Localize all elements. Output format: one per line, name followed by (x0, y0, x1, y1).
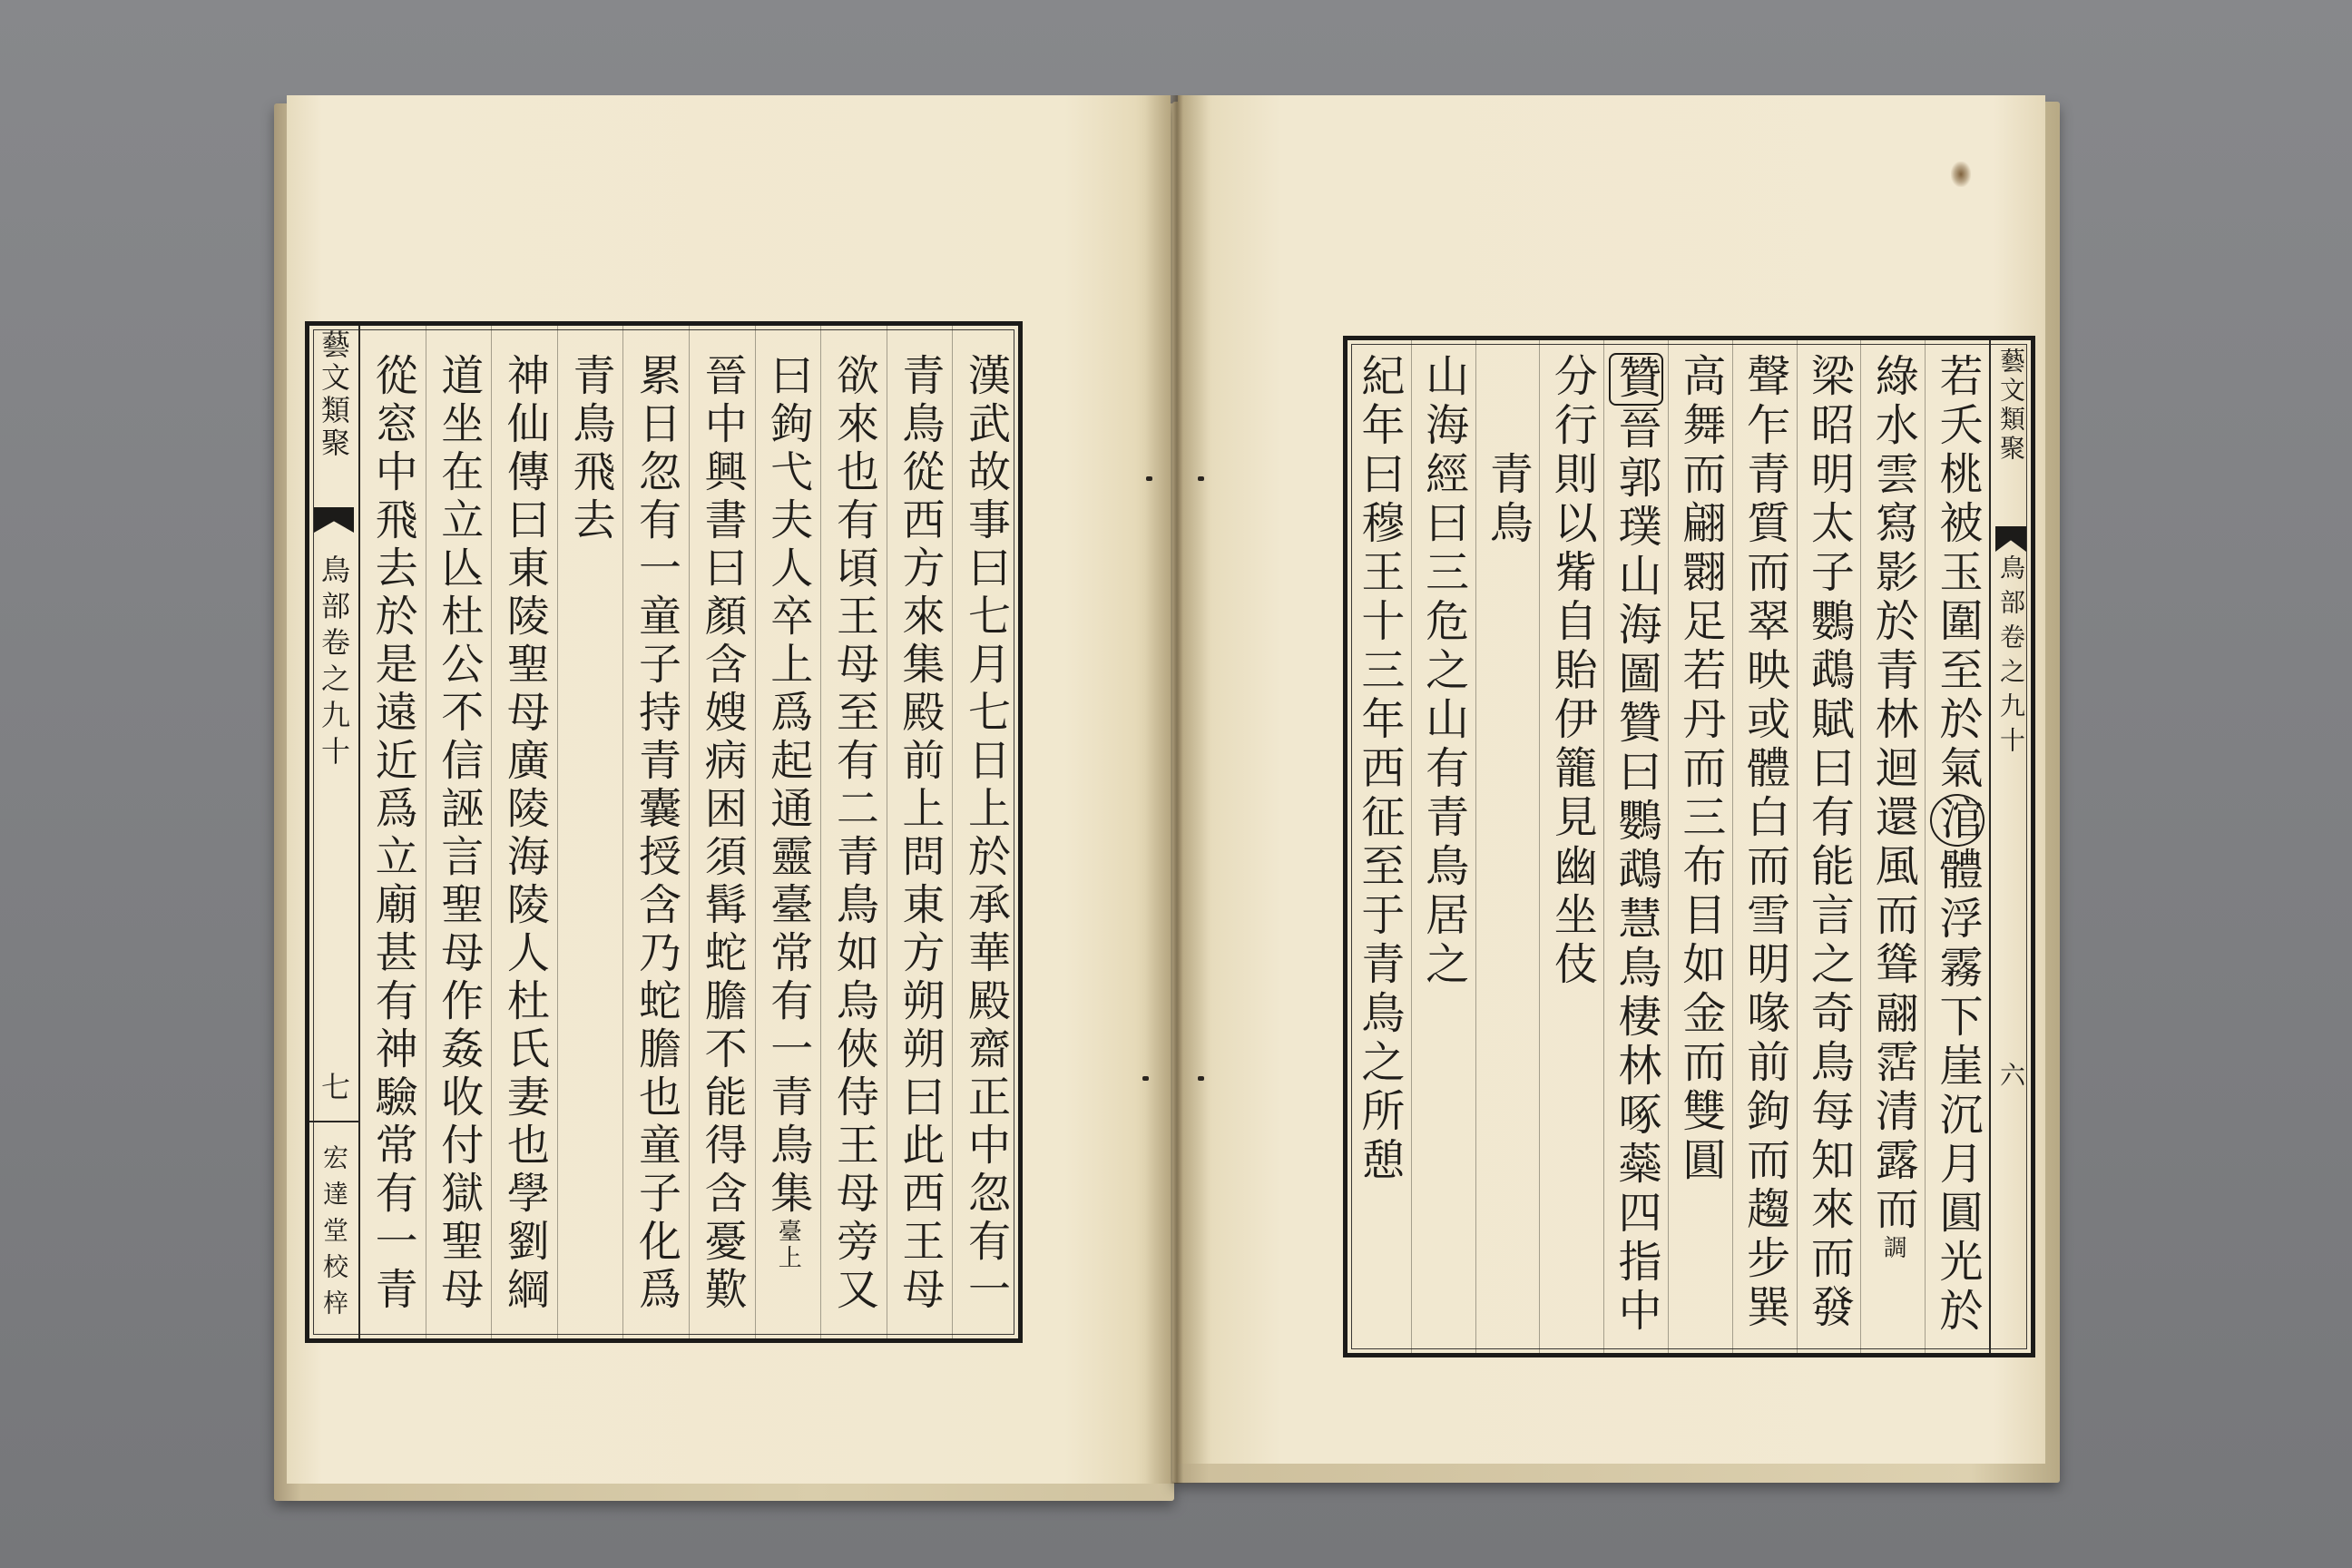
right-fold-column (1989, 340, 2031, 1353)
right-page-column-1 (1925, 340, 1989, 1353)
right-page-column-8 (1475, 340, 1540, 1353)
left-page-column-6 (622, 326, 689, 1338)
column-text: 晉中興書曰顏含嫂病困須髯蛇膽不能得含憂歎 (697, 353, 748, 1315)
left-text-area (360, 326, 1018, 1338)
column-text: 分行則以觜自貽伊籠見幽坐伎 (1546, 353, 1598, 990)
right-page-frame (1343, 336, 2035, 1357)
right-page-column-9 (1411, 340, 1475, 1353)
paper-stain (1951, 162, 1971, 187)
leaf-number: 七 (317, 1072, 351, 1101)
fold-column-rule (309, 1121, 358, 1122)
right-page (1178, 95, 2045, 1464)
left-page-column-3 (820, 326, 887, 1338)
left-fold-column (309, 326, 360, 1338)
binding-hole-mark (1146, 476, 1152, 481)
column-text: 道坐在立亾杜公不信誣言聖母作姦收付獄聖母 (434, 353, 485, 1315)
book-title: 藝文類聚 (317, 329, 351, 460)
interlinear-note: 臺上 (774, 1219, 802, 1271)
column-text: 山海經曰三危之山有青鳥居之 (1417, 353, 1469, 990)
book-title: 藝文類聚 (1996, 348, 2026, 464)
fish-tail-mark (1995, 526, 2026, 552)
right-page-column-4 (1732, 340, 1797, 1353)
column-text: 高舞而翩翾足若丹而三布目如金而雙圓 (1674, 353, 1726, 1186)
column-text: 晉郭璞山海圖贊曰鸚鵡慧鳥棲林啄蘂四指中 (1611, 406, 1662, 1337)
column-text: 紀年曰穆王十三年西征至于青鳥之所憩 (1353, 353, 1405, 1186)
column-text: 聲乍青質而翠映或體白而雪明喙前鉤而趨步巽 (1739, 353, 1790, 1333)
column-text: 青鳥從西方來集殿前上問東方朔朔曰此西王母 (895, 353, 946, 1315)
column-text: 從窓中飛去於是遠近爲立廟甚有神驗常有一青 (368, 353, 418, 1315)
circled-character: 涫 (1932, 796, 1983, 845)
section-label: 鳥部卷之九十 (1996, 554, 2026, 761)
left-page-column-8 (491, 326, 557, 1338)
column-text: 曰鉤弋夫人卒上爲起通靈臺常有一青鳥集 (763, 353, 814, 1219)
column-text: 若夭桃被玉圍至於氣 (1932, 353, 1983, 794)
left-page (287, 95, 1171, 1484)
column-text: 漢武故事曰七月七日上於承華殿齋正中忽有一 (961, 353, 1011, 1315)
left-page-column-10 (360, 326, 426, 1338)
interlinear-note: 調 (1879, 1235, 1907, 1261)
publisher-imprint: 宏達堂校梓 (319, 1144, 349, 1326)
boxed-zan-marker: 贊 (1611, 355, 1662, 404)
section-heading: 青鳥 (1482, 451, 1534, 549)
left-page-column-5 (689, 326, 755, 1338)
left-page-column-2 (887, 326, 953, 1338)
left-page-column-9 (426, 326, 492, 1338)
right-page-column-6 (1603, 340, 1668, 1353)
leaf-number: 六 (1996, 1062, 2026, 1087)
column-text: 梁昭明太子鸚鵡賦曰有能言之奇鳥每知來而發 (1803, 353, 1855, 1333)
right-page-column-10 (1348, 340, 1411, 1353)
column-text: 體浮霧下崖沉月圓光於 (1932, 847, 1983, 1337)
right-text-area (1348, 340, 1989, 1353)
binding-hole-mark (1142, 1076, 1149, 1081)
section-label: 鳥部卷之九十 (317, 554, 351, 772)
book-gutter-shadow (1145, 95, 1209, 1484)
left-page-column-4 (755, 326, 821, 1338)
binding-hole-mark (1198, 476, 1204, 481)
right-page-column-5 (1668, 340, 1732, 1353)
right-page-column-2 (1860, 340, 1925, 1353)
column-text: 綠水雲寫影於青林迴還風而聳翮霑清露而 (1867, 353, 1919, 1235)
column-text: 青鳥飛去 (565, 353, 616, 545)
left-page-column-1 (952, 326, 1018, 1338)
right-page-column-7 (1539, 340, 1603, 1353)
right-page-column-3 (1797, 340, 1861, 1353)
fish-tail-mark (314, 507, 354, 533)
left-page-frame (305, 321, 1023, 1343)
left-page-column-7 (557, 326, 623, 1338)
binding-hole-mark (1198, 1076, 1204, 1081)
column-text: 神仙傳曰東陵聖母廣陵海陵人杜氏妻也學劉綱 (499, 353, 550, 1315)
column-text: 欲來也有頃王母至有二青鳥如烏俠侍王母旁又 (828, 353, 879, 1315)
column-text: 累日忽有一童子持青囊授含乃蛇膽也童子化爲 (632, 353, 682, 1315)
